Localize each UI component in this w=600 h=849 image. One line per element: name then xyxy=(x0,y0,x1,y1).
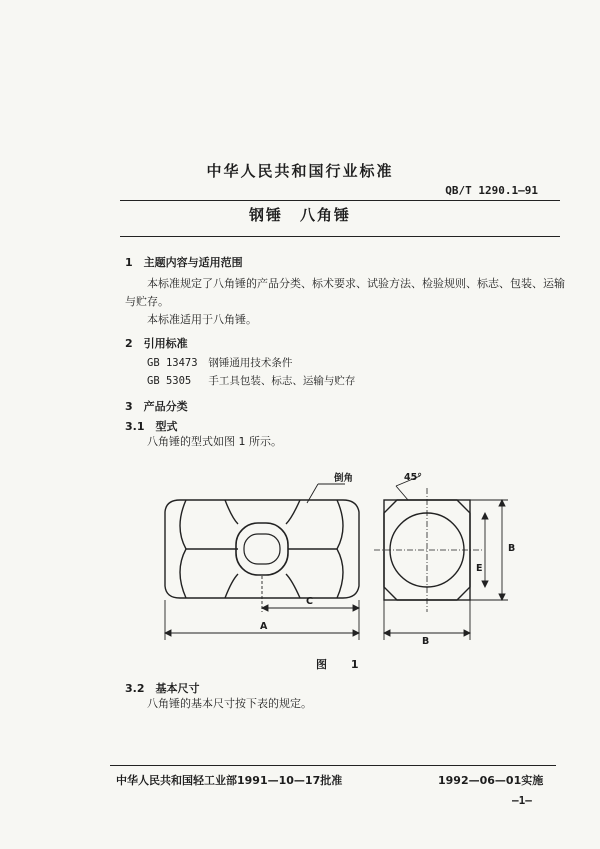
standard-code: QB/T 1290.1—91 xyxy=(445,184,538,197)
reference-title: 手工具包装、标志、运输与贮存 xyxy=(208,375,356,387)
page-number: —1— xyxy=(512,794,532,807)
reference-code: GB 13473 xyxy=(147,357,198,369)
reference-title: 钢锤通用技术条件 xyxy=(208,357,293,369)
figure-caption: 图 1 xyxy=(316,658,369,671)
section-3-2-heading: 3.2 基本尺寸 xyxy=(125,682,200,695)
dimension-b-horizontal-label: B xyxy=(422,636,430,647)
section-3-1-heading: 3.1 型式 xyxy=(125,420,178,433)
document-title: 钢锤 八角锤 xyxy=(248,206,351,224)
effective-date: 1992—06—01实施 xyxy=(438,774,544,787)
angle-label: 45° xyxy=(404,472,422,483)
section-2-heading: 2 引用标准 xyxy=(125,337,188,350)
section-3-heading: 3 产品分类 xyxy=(125,400,188,413)
section-1-heading: 1 主题内容与适用范围 xyxy=(125,256,243,269)
dimension-c-label: C xyxy=(306,596,313,607)
dimension-e-label: E xyxy=(476,563,483,574)
section-1-paragraph-1-cont: 与贮存。 xyxy=(125,295,169,308)
dimension-a-label: A xyxy=(260,621,268,632)
section-3-1-text: 八角锤的型式如图 1 所示。 xyxy=(147,435,282,448)
chamfer-label: 倒角 xyxy=(334,473,354,484)
section-1-paragraph-2: 本标准适用于八角锤。 xyxy=(147,313,257,326)
dimension-b-vertical-label: B xyxy=(508,543,516,554)
reference-code: GB 5305 xyxy=(147,375,192,387)
section-1-paragraph-1: 本标准规定了八角锤的产品分类、标术要求、试验方法、检验规则、标志、包装、运输 xyxy=(147,277,565,290)
standard-category-title: 中华人民共和国行业标准 xyxy=(206,162,394,180)
footer-rule xyxy=(110,765,556,766)
section-3-2-text: 八角锤的基本尺寸按下表的规定。 xyxy=(147,697,312,710)
issuer-text: 中华人民共和国轻工业部1991—10—17批准 xyxy=(116,774,343,787)
